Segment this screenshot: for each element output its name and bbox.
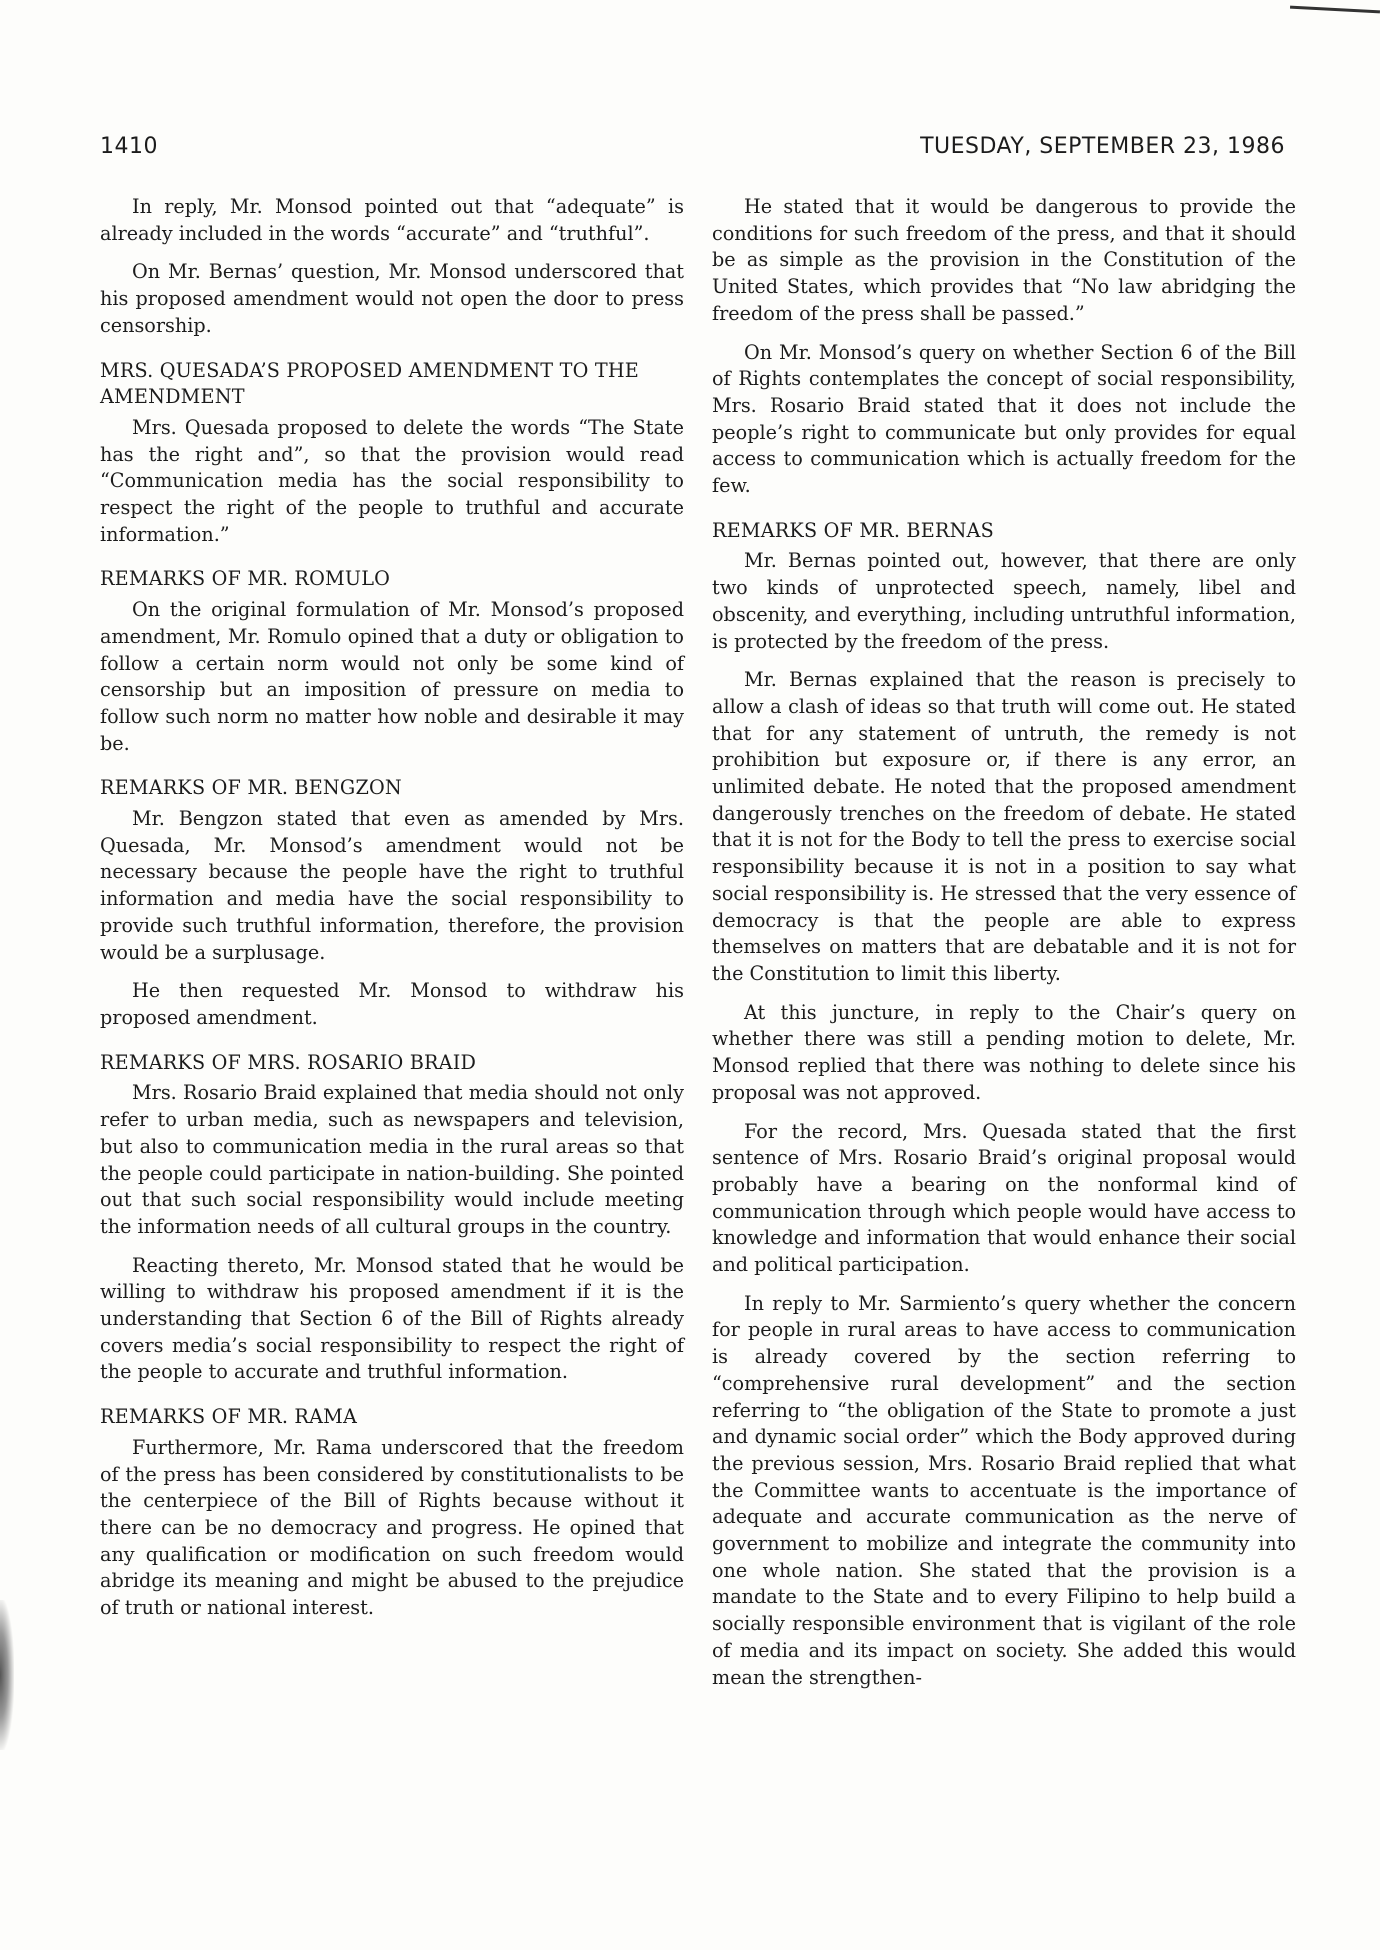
right-column (712, 194, 1296, 1703)
paragraph: Mr. Bernas explained that the reason is precisely to allow a clash of ideas so that truth will come out. He stated that for any statement of untruth, the remedy is not prohibition but exposure or, if there is any error, an unlimited debate. He noted that the proposed amendment dangerously trenches on the freedom of debate. He stated that it is not for the Body to tell the press to exercise social responsibility because it is not in a position to say what social responsibility is. He stressed that the very essence of democracy is that the people are able to express themselves on matters that are debatable and it is not for the Constitution to limit this liberty. (712, 668, 1296, 985)
paragraph: In reply, Mr. Monsod pointed out that “adequate” is already included in the words “accurate” and “truthful”. (100, 195, 684, 245)
page-header (100, 134, 1285, 166)
section-heading: REMARKS OF MRS. ROSARIO BRAID (100, 1050, 477, 1074)
paragraph: Mrs. Rosario Braid explained that media should not only refer to urban media, such as newspapers and television, but also to communication media in the rural areas so that the people could participate in nation-building. She pointed out that such social responsibility would include meeting the information needs of all cultural groups in the country. (100, 1081, 684, 1238)
section-heading: MRS. QUESADA’S PROPOSED AMENDMENT TO THE AMENDMENT (100, 358, 639, 409)
section-heading: REMARKS OF MR. ROMULO (100, 567, 391, 591)
scan-edge-mark (1290, 6, 1380, 14)
paragraph: Furthermore, Mr. Rama underscored that the freedom of the press has been considered by constitutionalists to be the centerpiece of the Bill of Rights because without it there can be no democracy and progress. He opined that any qualification or modification on such freedom would abridge its meaning and might be abused to the prejudice of truth or national interest. (100, 1435, 684, 1620)
paragraph: For the record, Mrs. Quesada stated that the first sentence of Mrs. Rosario Braid’s original proposal would probably have a bearing on the nonformal kind of communication through which people would have access to knowledge and information that would enhance their social and political participation. (712, 1119, 1296, 1277)
section-heading: REMARKS OF MR. BENGZON (100, 776, 402, 800)
paragraph: On Mr. Monsod’s query on whether Section 6 of the Bill of Rights contemplates the concept of social responsibility, Mrs. Rosario Braid stated that it does not include the people’s right to communicate but only provides for equal access to communication which is actually freedom for the few. (712, 340, 1296, 498)
paragraph: On Mr. Bernas’ question, Mr. Monsod underscored that his proposed amendment would not open the door to press censorship. (100, 260, 684, 337)
header-date: TUESDAY, SEPTEMBER 23, 1986 (920, 134, 1285, 159)
paragraph: Mrs. Quesada proposed to delete the words “The State has the right and”, so that the provision would read “Communication media has the social responsibility to respect the right of the people to truthful and accurate information.” (100, 415, 684, 546)
paragraph: Mr. Bernas pointed out, however, that there are only two kinds of unprotected speech, namely, libel and obscenity, and everything, including untruthful information, is protected by the freedom of the press. (712, 549, 1296, 653)
paragraph: In reply to Mr. Sarmiento’s query whether the concern for people in rural areas to have access to communication is already covered by the section referring to “comprehensive rural development” and the section referring to “the obligation of the State to promote a just and dynamic social order” which the Body approved during the previous session, Mrs. Rosario Braid replied that what the Committee wants to accentuate is the importance of adequate and accurate communication as the nerve of government to mobilize and integrate the community into one whole nation. She stated that the provision is a mandate to the State and to every Filipino to help build a socially responsible environment that is vigilant of the role of media and its impact on society. She added this would mean the strengthen- (712, 1291, 1296, 1689)
paragraph: Mr. Bengzon stated that even as amended by Mrs. Quesada, Mr. Monsod’s amendment would not be necessary because the people have the right to truthful information and media have the social responsibility to provide such truthful information, therefore, the provision would be a surplusage. (100, 807, 684, 964)
paragraph: At this juncture, in reply to the Chair’s query on whether there was still a pending motion to delete, Mr. Monsod replied that there was nothing to delete since his proposal was not approved. (712, 1000, 1296, 1104)
page-number: 1410 (100, 134, 158, 159)
paragraph: He then requested Mr. Monsod to withdraw his proposed amendment. (100, 979, 684, 1029)
paragraph: Reacting thereto, Mr. Monsod stated that he would be willing to withdraw his proposed amendment if it is the understanding that Section 6 of the Bill of Rights already covers media’s social responsibility to respect the right of the people to accurate and truthful information. (100, 1253, 684, 1384)
left-column (100, 194, 684, 1634)
section-heading: REMARKS OF MR. RAMA (100, 1405, 358, 1429)
paragraph: On the original formulation of Mr. Monsod’s proposed amendment, Mr. Romulo opined that a duty or obligation to follow a certain norm would not only be some kind of censorship but an imposition of pressure on media to follow such norm no matter how noble and desirable it may be. (100, 598, 684, 755)
scan-smudge (0, 1600, 14, 1750)
section-heading: REMARKS OF MR. BERNAS (712, 518, 994, 542)
paragraph: He stated that it would be dangerous to provide the conditions for such freedom of the press, and that it should be as simple as the provision in the Constitution of the United States, which provides that “No law abridging the freedom of the press shall be passed.” (712, 195, 1296, 325)
